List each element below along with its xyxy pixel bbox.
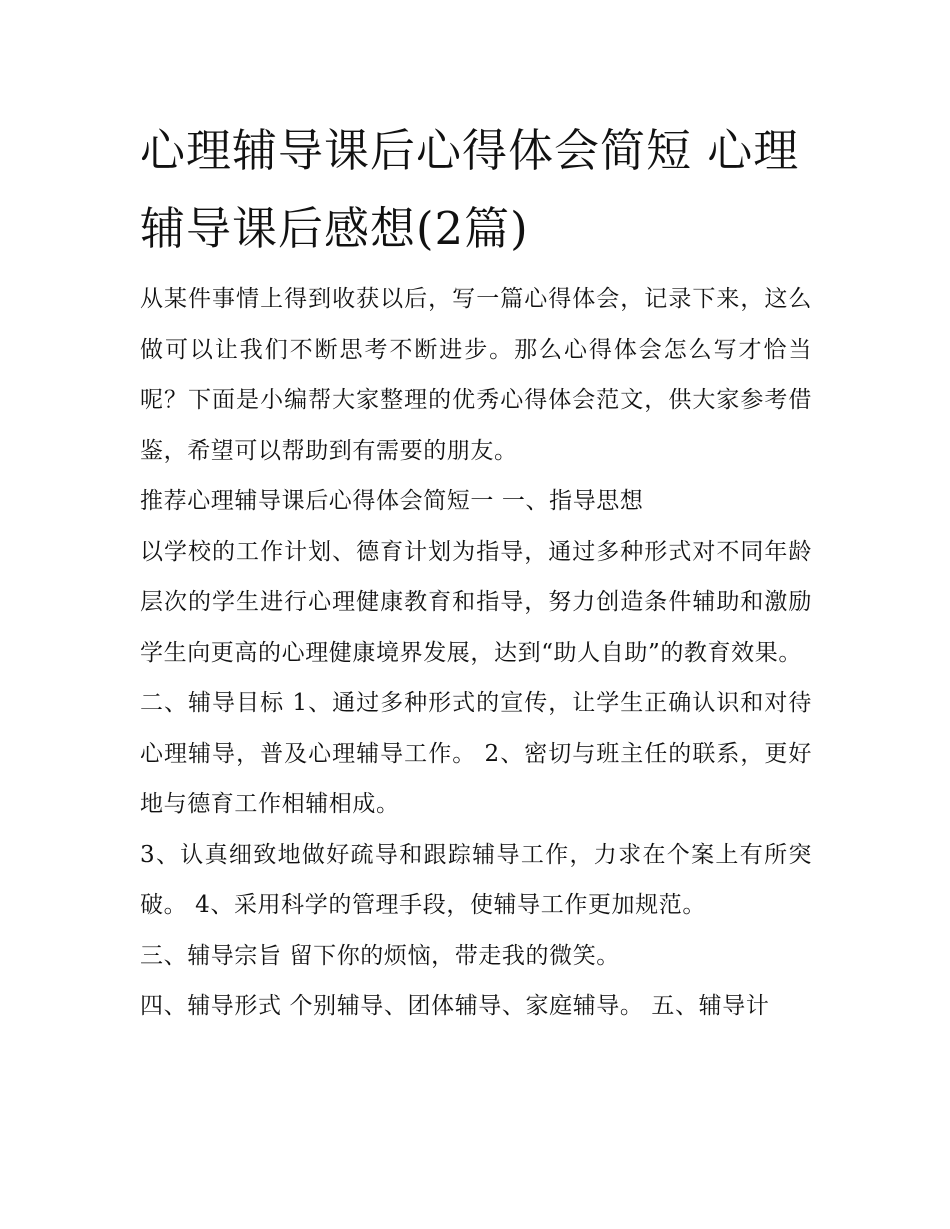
section-heading-guiding-thought: 推荐心理辅导课后心得体会简短一 一、指导思想 — [140, 488, 644, 514]
counseling-goals-continued-paragraph: 3、认真细致地做好疏导和跟踪辅导工作，力求在个案上有所突破。 4、采用科学的管理手段，使辅导工作更加规范。 — [140, 841, 812, 918]
counseling-tenet-paragraph: 三、辅导宗旨 留下你的烦恼，带走我的微笑。 — [140, 942, 620, 969]
guiding-thought-paragraph: 以学校的工作计划、德育计划为指导，通过多种形式对不同年龄层次的学生进行心理健康教育和指导，努力创造条件辅助和激励学生向更高的心理健康境界发展，达到“助人自助”的教育效果。 — [140, 538, 812, 666]
intro-paragraph: 从某件事情上得到收获以后，写一篇心得体会，记录下来，这么做可以让我们不断思考不断进步。那么心得体会怎么写才恰当呢？下面是小编帮大家整理的优秀心得体会范文，供大家参考借鉴，希望可以帮助到有需要的朋友。 — [140, 286, 812, 464]
counseling-goals-paragraph: 二、辅导目标 1、通过多种形式的宣传，让学生正确认识和对待心理辅导，普及心理辅导工作。 2、密切与班主任的联系，更好地与德育工作相辅相成。 — [140, 690, 812, 817]
document-title: 心理辅导课后心得体会简短 心理辅导课后感想(2篇) — [140, 124, 800, 255]
counseling-form-paragraph: 四、辅导形式 个别辅导、团体辅导、家庭辅导。 五、辅导计 — [140, 993, 770, 1019]
document-page — [140, 112, 812, 1032]
